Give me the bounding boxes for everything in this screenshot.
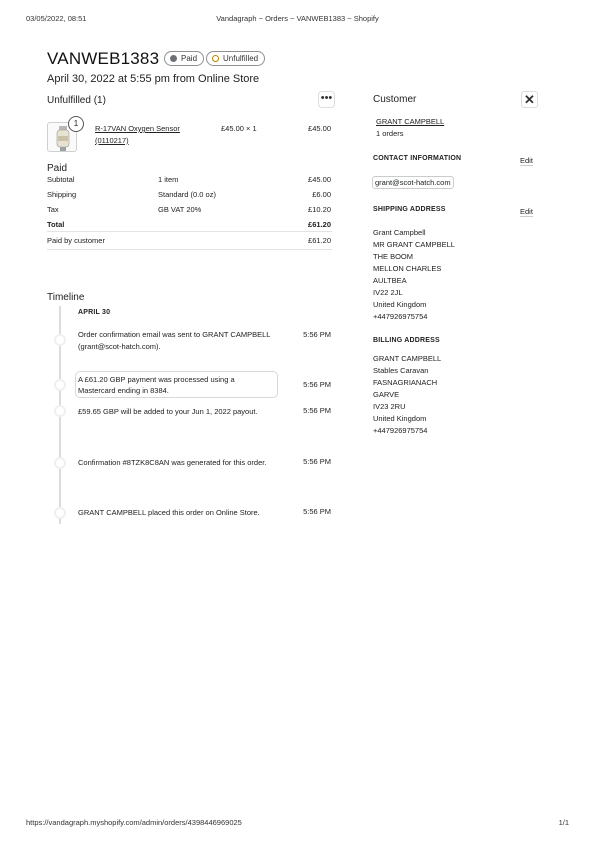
timeline-event-time: 5:56 PM: [303, 406, 331, 415]
timeline-dot-icon: [54, 379, 66, 391]
timeline-event-text: Confirmation #8TZK8C8AN was generated for this order.: [78, 458, 267, 467]
timeline-event-text: A £61.20 GBP payment was processed using a: [78, 375, 235, 384]
timeline-dot-icon: [54, 507, 66, 519]
order-number: VANWEB1383: [47, 49, 160, 68]
timeline-event-time: 5:56 PM: [303, 330, 331, 339]
print-title: Vandagraph ~ Orders ~ VANWEB1383 ~ Shopify: [216, 14, 379, 23]
tax-detail: GB VAT 20%: [158, 205, 202, 214]
paid-by-amount: £61.20: [308, 236, 331, 245]
status-badge-unfulfilled: Unfulfilled: [206, 51, 265, 66]
shipping-amount: £6.00: [312, 190, 331, 199]
paid-by-label: Paid by customer: [47, 236, 105, 245]
timeline-event-time: 5:56 PM: [303, 507, 331, 516]
timeline-event-text: £59.65 GBP will be added to your Jun 1, 2022 payout.: [78, 407, 258, 416]
paid-title: Paid: [47, 163, 68, 174]
product-price-qty: £45.00 × 1: [221, 124, 257, 133]
contact-heading: CONTACT INFORMATION: [373, 155, 462, 162]
shipping-address-line: +447926975754: [373, 312, 428, 321]
status-badge-paid: Paid: [164, 51, 204, 66]
customer-title: Customer: [373, 94, 417, 105]
divider: [47, 231, 332, 232]
shipping-heading: SHIPPING ADDRESS: [373, 206, 446, 213]
more-actions-button[interactable]: •••: [318, 91, 335, 108]
product-sku-link[interactable]: (0110217): [95, 136, 129, 145]
billing-address-line: IV23 2RU: [373, 402, 406, 411]
print-date: 03/05/2022, 08:51: [26, 14, 87, 23]
total-label: Total: [47, 220, 65, 229]
billing-address-line: FASNAGRIANACH: [373, 378, 438, 387]
print-header: [26, 14, 569, 26]
timeline-dot-icon: [54, 457, 66, 469]
order-subtitle: April 30, 2022 at 5:55 pm from Online Store: [47, 73, 260, 85]
shipping-address-line: MELLON CHARLES: [373, 264, 442, 273]
customer-orders-count: 1 orders: [376, 129, 404, 138]
timeline-event-time: 5:56 PM: [303, 457, 331, 466]
subtotal-amount: £45.00: [308, 175, 331, 184]
billing-heading: BILLING ADDRESS: [373, 337, 440, 344]
timeline-event-text: (grant@scot-hatch.com).: [78, 342, 161, 351]
shipping-address-line: AULTBEA: [373, 276, 407, 285]
product-link[interactable]: R-17VAN Oxygen Sensor: [95, 124, 180, 133]
timeline-dot-icon: [54, 405, 66, 417]
timeline-event-time: 5:56 PM: [303, 380, 331, 389]
shipping-address-line: THE BOOM: [373, 252, 414, 261]
shipping-address-line: United Kingdom: [373, 300, 427, 309]
edit-shipping-button[interactable]: Edit: [520, 207, 533, 216]
shipping-label: Shipping: [47, 190, 77, 199]
total-amount: £61.20: [308, 220, 331, 229]
print-url: https://vandagraph.myshopify.com/admin/orders/4398446969025: [26, 818, 242, 827]
shipping-address-line: Grant Campbell: [373, 228, 426, 237]
edit-contact-button[interactable]: Edit: [520, 156, 533, 165]
print-footer: [26, 818, 569, 830]
tax-amount: £10.20: [308, 205, 331, 214]
shipping-address-line: IV22 2JL: [373, 288, 403, 297]
timeline-date-heading: APRIL 30: [78, 309, 111, 316]
product-line-total: £45.00: [308, 124, 331, 133]
subtotal-detail: 1 item: [158, 175, 179, 184]
billing-address-line: +447926975754: [373, 426, 428, 435]
unfulfilled-title: Unfulfilled (1): [47, 95, 106, 106]
close-icon[interactable]: ✕: [521, 91, 538, 108]
timeline-event-text: Order confirmation email was sent to GRANT CAMPBELL: [78, 330, 271, 339]
paid-dot-icon: [170, 55, 177, 62]
customer-email[interactable]: grant@scot-hatch.com: [372, 176, 454, 189]
billing-address-line: GARVE: [373, 390, 400, 399]
quantity-badge: 1: [68, 116, 84, 132]
customer-name-link[interactable]: GRANT CAMPBELL: [376, 117, 445, 126]
shipping-detail: Standard (0.0 oz): [158, 190, 216, 199]
print-page-number: 1/1: [558, 818, 569, 827]
shipping-address-line: MR GRANT CAMPBELL: [373, 240, 455, 249]
unfulfilled-ring-icon: [212, 55, 219, 62]
subtotal-label: Subtotal: [47, 175, 75, 184]
billing-address-line: Stables Caravan: [373, 366, 429, 375]
divider: [47, 249, 332, 250]
timeline-event-text: GRANT CAMPBELL placed this order on Online Store.: [78, 508, 260, 517]
timeline-title: Timeline: [47, 292, 85, 303]
timeline-dot-icon: [54, 334, 66, 346]
billing-address-line: GRANT CAMPBELL: [373, 354, 442, 363]
timeline-event-text: Mastercard ending in 8384.: [78, 386, 169, 395]
billing-address-line: United Kingdom: [373, 414, 427, 423]
tax-label: Tax: [47, 205, 59, 214]
